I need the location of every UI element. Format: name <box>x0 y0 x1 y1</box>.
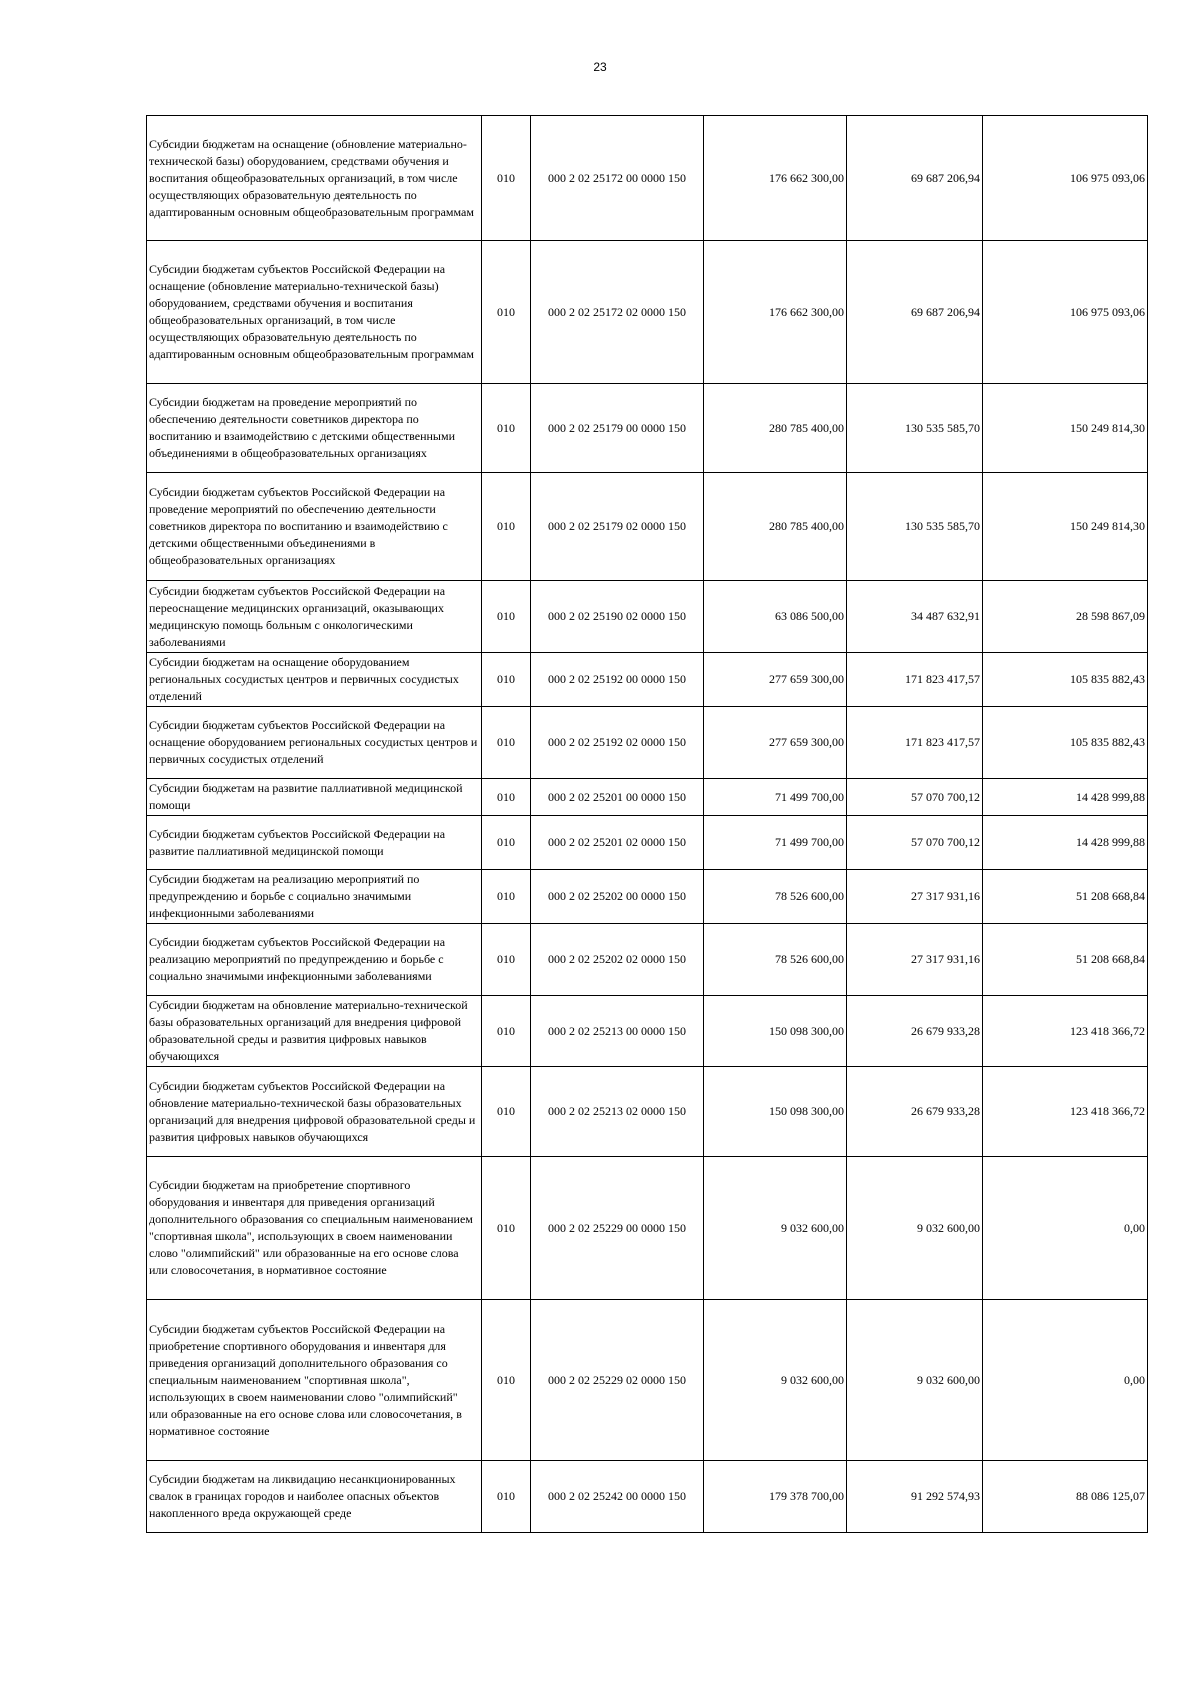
row-budget-code-cell: 000 2 02 25172 00 0000 150 <box>531 116 704 241</box>
row-unexecuted-cell: 14 428 999,88 <box>983 779 1148 816</box>
table-row <box>147 707 1148 779</box>
row-line-code-cell: 010 <box>482 581 531 653</box>
row-line-code-cell: 010 <box>482 779 531 816</box>
row-approved-cell: 280 785 400,00 <box>704 384 847 473</box>
row-approved-cell: 277 659 300,00 <box>704 653 847 707</box>
row-name-cell: Субсидии бюджетам на развитие паллиативной медицинской помощи <box>147 779 482 816</box>
row-line-code-cell: 010 <box>482 870 531 924</box>
row-budget-code-cell: 000 2 02 25172 02 0000 150 <box>531 241 704 384</box>
row-budget-code-cell: 000 2 02 25213 00 0000 150 <box>531 996 704 1067</box>
row-unexecuted-cell: 150 249 814,30 <box>983 473 1148 581</box>
row-line-code-cell: 010 <box>482 1067 531 1157</box>
row-budget-code-cell: 000 2 02 25242 00 0000 150 <box>531 1461 704 1533</box>
row-unexecuted-cell: 106 975 093,06 <box>983 241 1148 384</box>
row-executed-cell: 171 823 417,57 <box>847 707 983 779</box>
table-row <box>147 779 1148 816</box>
row-name-cell: Субсидии бюджетам субъектов Российской Федерации на реализацию мероприятий по предупреждению и борьбе с социально значимыми инфекционными заболеваниями <box>147 924 482 996</box>
row-unexecuted-cell: 105 835 882,43 <box>983 653 1148 707</box>
row-budget-code-cell: 000 2 02 25201 02 0000 150 <box>531 816 704 870</box>
page-number: 23 <box>593 60 607 74</box>
row-budget-code-cell: 000 2 02 25179 00 0000 150 <box>531 384 704 473</box>
row-approved-cell: 176 662 300,00 <box>704 241 847 384</box>
row-approved-cell: 78 526 600,00 <box>704 870 847 924</box>
table-row <box>147 384 1148 473</box>
row-budget-code-cell: 000 2 02 25229 02 0000 150 <box>531 1300 704 1461</box>
row-approved-cell: 179 378 700,00 <box>704 1461 847 1533</box>
row-budget-code-cell: 000 2 02 25229 00 0000 150 <box>531 1157 704 1300</box>
table-row <box>147 1157 1148 1300</box>
table-row <box>147 241 1148 384</box>
row-approved-cell: 71 499 700,00 <box>704 779 847 816</box>
budget-execution-table <box>146 115 1148 1533</box>
row-budget-code-cell: 000 2 02 25202 00 0000 150 <box>531 870 704 924</box>
table-row <box>147 1461 1148 1533</box>
row-executed-cell: 69 687 206,94 <box>847 116 983 241</box>
row-unexecuted-cell: 0,00 <box>983 1300 1148 1461</box>
row-budget-code-cell: 000 2 02 25202 02 0000 150 <box>531 924 704 996</box>
row-line-code-cell: 010 <box>482 1157 531 1300</box>
table-row <box>147 1067 1148 1157</box>
row-approved-cell: 277 659 300,00 <box>704 707 847 779</box>
row-executed-cell: 130 535 585,70 <box>847 473 983 581</box>
row-executed-cell: 27 317 931,16 <box>847 870 983 924</box>
row-line-code-cell: 010 <box>482 816 531 870</box>
row-executed-cell: 130 535 585,70 <box>847 384 983 473</box>
row-approved-cell: 150 098 300,00 <box>704 996 847 1067</box>
row-executed-cell: 171 823 417,57 <box>847 653 983 707</box>
row-approved-cell: 9 032 600,00 <box>704 1157 847 1300</box>
row-unexecuted-cell: 150 249 814,30 <box>983 384 1148 473</box>
row-unexecuted-cell: 51 208 668,84 <box>983 924 1148 996</box>
row-name-cell: Субсидии бюджетам на оснащение (обновление материально-технической базы) оборудованием, средствами обучения и воспитания общеобразовательных организаций, в том числе осуществляющих образовательную деятельность по адаптированным основным общеобразовательным программам <box>147 116 482 241</box>
row-name-cell: Субсидии бюджетам на оснащение оборудованием региональных сосудистых центров и первичных сосудистых отделений <box>147 653 482 707</box>
row-budget-code-cell: 000 2 02 25190 02 0000 150 <box>531 581 704 653</box>
row-line-code-cell: 010 <box>482 1300 531 1461</box>
row-budget-code-cell: 000 2 02 25213 02 0000 150 <box>531 1067 704 1157</box>
row-approved-cell: 176 662 300,00 <box>704 116 847 241</box>
row-approved-cell: 78 526 600,00 <box>704 924 847 996</box>
row-executed-cell: 57 070 700,12 <box>847 816 983 870</box>
row-name-cell: Субсидии бюджетам на проведение мероприятий по обеспечению деятельности советников директора по воспитанию и взаимодействию с детскими общественными объединениями в общеобразовательных организациях <box>147 384 482 473</box>
row-name-cell: Субсидии бюджетам на реализацию мероприятий по предупреждению и борьбе с социально значимыми инфекционными заболеваниями <box>147 870 482 924</box>
row-name-cell: Субсидии бюджетам на обновление материально-технической базы образовательных организаций для внедрения цифровой образовательной среды и развития цифровых навыков обучающихся <box>147 996 482 1067</box>
table-row <box>147 924 1148 996</box>
row-name-cell: Субсидии бюджетам субъектов Российской Федерации на оснащение (обновление материально-технической базы) оборудованием, средствами обучения и воспитания общеобразовательных организаций, в том числе осуществляющих образовательную деятельность по адаптированным основным общеобразовательным программам <box>147 241 482 384</box>
row-approved-cell: 9 032 600,00 <box>704 1300 847 1461</box>
table-row <box>147 653 1148 707</box>
row-name-cell: Субсидии бюджетам на ликвидацию несанкционированных свалок в границах городов и наиболее опасных объектов накопленного вреда окружающей среде <box>147 1461 482 1533</box>
row-line-code-cell: 010 <box>482 707 531 779</box>
row-name-cell: Субсидии бюджетам субъектов Российской Федерации на обновление материально-технической базы образовательных организаций для внедрения цифровой образовательной среды и развития цифровых навыков обучающихся <box>147 1067 482 1157</box>
row-unexecuted-cell: 123 418 366,72 <box>983 1067 1148 1157</box>
table-row <box>147 870 1148 924</box>
row-unexecuted-cell: 51 208 668,84 <box>983 870 1148 924</box>
table-row <box>147 581 1148 653</box>
table-row <box>147 996 1148 1067</box>
row-executed-cell: 9 032 600,00 <box>847 1157 983 1300</box>
row-line-code-cell: 010 <box>482 996 531 1067</box>
table-row <box>147 816 1148 870</box>
row-unexecuted-cell: 88 086 125,07 <box>983 1461 1148 1533</box>
table-row <box>147 116 1148 241</box>
row-name-cell: Субсидии бюджетам субъектов Российской Федерации на переоснащение медицинских организаций, оказывающих медицинскую помощь больным с онкологическими заболеваниями <box>147 581 482 653</box>
row-line-code-cell: 010 <box>482 241 531 384</box>
row-budget-code-cell: 000 2 02 25192 00 0000 150 <box>531 653 704 707</box>
row-budget-code-cell: 000 2 02 25179 02 0000 150 <box>531 473 704 581</box>
table-body <box>147 116 1148 1533</box>
row-unexecuted-cell: 0,00 <box>983 1157 1148 1300</box>
row-line-code-cell: 010 <box>482 1461 531 1533</box>
row-unexecuted-cell: 14 428 999,88 <box>983 816 1148 870</box>
row-unexecuted-cell: 28 598 867,09 <box>983 581 1148 653</box>
row-approved-cell: 280 785 400,00 <box>704 473 847 581</box>
row-approved-cell: 71 499 700,00 <box>704 816 847 870</box>
row-name-cell: Субсидии бюджетам субъектов Российской Федерации на проведение мероприятий по обеспечению деятельности советников директора по воспитанию и взаимодействию с детскими общественными объединениями в общеобразовательных организациях <box>147 473 482 581</box>
row-line-code-cell: 010 <box>482 473 531 581</box>
row-name-cell: Субсидии бюджетам субъектов Российской Федерации на развитие паллиативной медицинской помощи <box>147 816 482 870</box>
row-executed-cell: 26 679 933,28 <box>847 1067 983 1157</box>
row-approved-cell: 150 098 300,00 <box>704 1067 847 1157</box>
row-name-cell: Субсидии бюджетам на приобретение спортивного оборудования и инвентаря для приведения организаций дополнительного образования со специальным наименованием "спортивная школа", использующих в своем наименовании слово "олимпийский" или образованные на его основе слова или словосочетания, в нормативное состояние <box>147 1157 482 1300</box>
row-executed-cell: 91 292 574,93 <box>847 1461 983 1533</box>
row-name-cell: Субсидии бюджетам субъектов Российской Федерации на оснащение оборудованием региональных сосудистых центров и первичных сосудистых отделений <box>147 707 482 779</box>
row-unexecuted-cell: 105 835 882,43 <box>983 707 1148 779</box>
row-executed-cell: 69 687 206,94 <box>847 241 983 384</box>
row-name-cell: Субсидии бюджетам субъектов Российской Федерации на приобретение спортивного оборудования и инвентаря для приведения организаций дополнительного образования со специальным наименованием "спортивная школа", использующих в своем наименовании слово "олимпийский" или образованные на его основе слова или словосочетания, в нормативное состояние <box>147 1300 482 1461</box>
row-line-code-cell: 010 <box>482 653 531 707</box>
row-line-code-cell: 010 <box>482 116 531 241</box>
row-executed-cell: 34 487 632,91 <box>847 581 983 653</box>
row-unexecuted-cell: 123 418 366,72 <box>983 996 1148 1067</box>
row-executed-cell: 9 032 600,00 <box>847 1300 983 1461</box>
row-line-code-cell: 010 <box>482 384 531 473</box>
row-executed-cell: 27 317 931,16 <box>847 924 983 996</box>
row-executed-cell: 57 070 700,12 <box>847 779 983 816</box>
row-line-code-cell: 010 <box>482 924 531 996</box>
row-executed-cell: 26 679 933,28 <box>847 996 983 1067</box>
row-approved-cell: 63 086 500,00 <box>704 581 847 653</box>
row-unexecuted-cell: 106 975 093,06 <box>983 116 1148 241</box>
table-row <box>147 473 1148 581</box>
row-budget-code-cell: 000 2 02 25192 02 0000 150 <box>531 707 704 779</box>
row-budget-code-cell: 000 2 02 25201 00 0000 150 <box>531 779 704 816</box>
table-row <box>147 1300 1148 1461</box>
